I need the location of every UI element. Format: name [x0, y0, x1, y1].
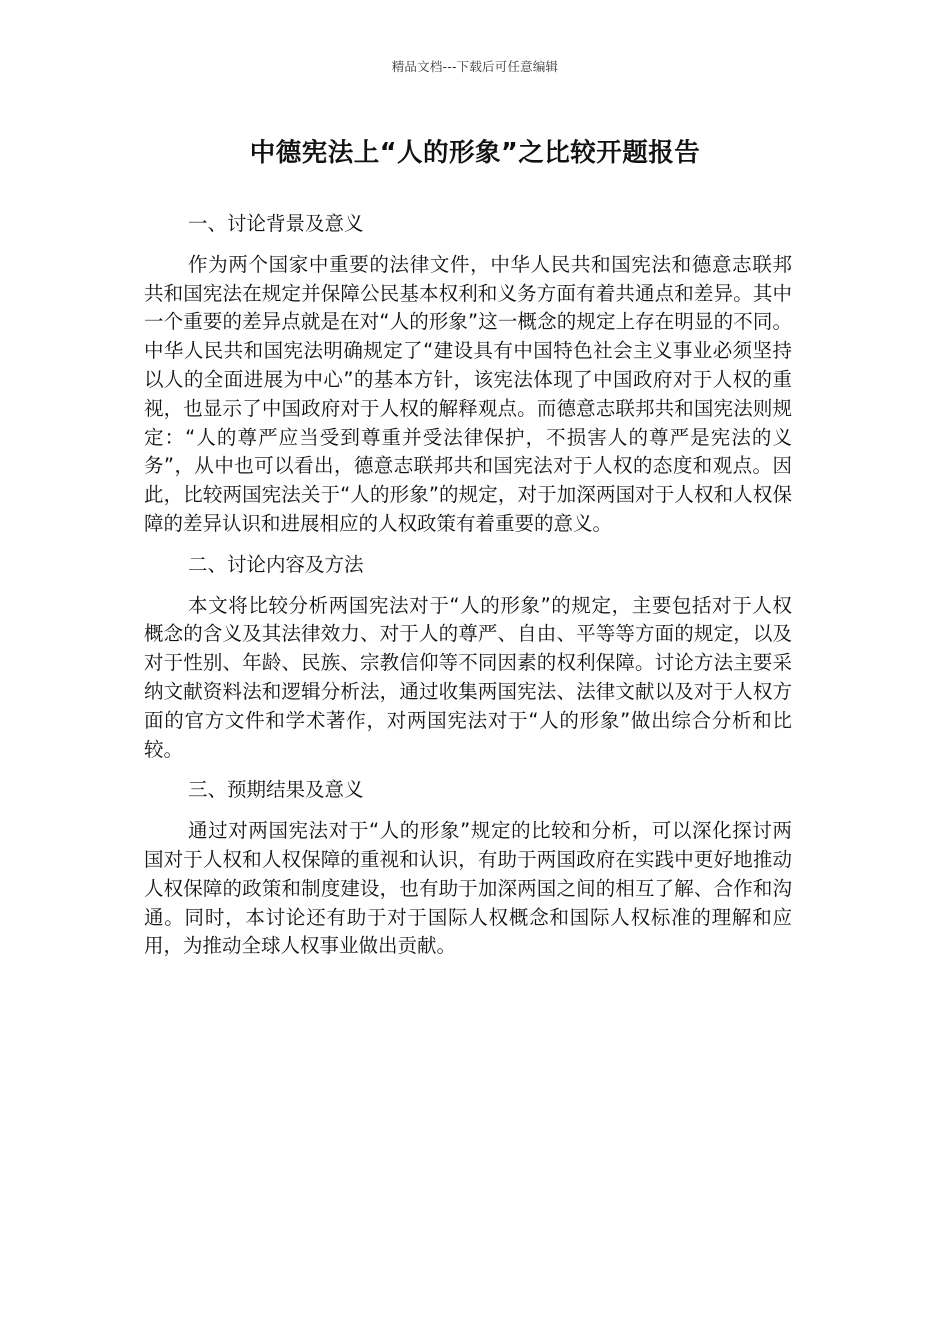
section-heading-background: 一、讨论背景及意义 [188, 212, 364, 235]
paragraph-expected-results: 通过对两国宪法对于“人的形象”规定的比较和分析，可以深化探讨两国对于人权和人权保障的重视和认识，有助于两国政府在实践中更好地推动人权保障的政策和制度建设，也有助于加深两国之间的相互了解、合作和沟通。同时，本讨论还有助于对于国际人权概念和国际人权标准的理解和应用，为推动全球人权事业做出贡献。 [144, 819, 792, 958]
section-expected-results [144, 776, 792, 961]
document-body [144, 210, 792, 973]
document-title: 中德宪法上“人的形象”之比较开题报告 [249, 138, 701, 168]
section-heading-expected-results: 三、预期结果及意义 [188, 778, 364, 802]
section-background [144, 210, 792, 539]
paragraph-content-method: 本文将比较分析两国宪法对于“人的形象”的规定，主要包括对于人权概念的含义及其法律效力、对于人的尊严、自由、平等等方面的规定，以及对于性别、年龄、民族、宗教信仰等不同因素的权利保障。讨论方法主要采纳文献资料法和逻辑分析法，通过收集两国宪法、法律文献以及对于人权方面的官方文件和学术著作，对两国宪法对于“人的形象”做出综合分析和比较。 [144, 593, 792, 761]
section-heading-content-method: 二、讨论内容及方法 [188, 552, 364, 576]
paragraph-background: 作为两个国家中重要的法律文件，中华人民共和国宪法和德意志联邦共和国宪法在规定并保障公民基本权利和义务方面有着共通点和差异。其中一个重要的差异点就是在对“人的形象”这一概念的规定上存在明显的不同。中华人民共和国宪法明确规定了“建设具有中国特色社会主义事业必须坚持以人的全面进展为中心”的基本方针，该宪法体现了中国政府对于人权的重视，也显示了中国政府对于人权的解释观点。而德意志联邦共和国宪法则规定：“人的尊严应当受到尊重并受法律保护，不损害人的尊严是宪法的义务”，从中也可以看出，德意志联邦共和国宪法对于人权的态度和观点。因此，比较两国宪法关于“人的形象”的规定，对于加深两国对于人权和人权保障的差异认识和进展相应的人权政策有着重要的意义。 [144, 252, 792, 535]
header-note: 精品文档---下载后可任意编辑 [391, 59, 559, 74]
section-content-method [144, 551, 792, 765]
